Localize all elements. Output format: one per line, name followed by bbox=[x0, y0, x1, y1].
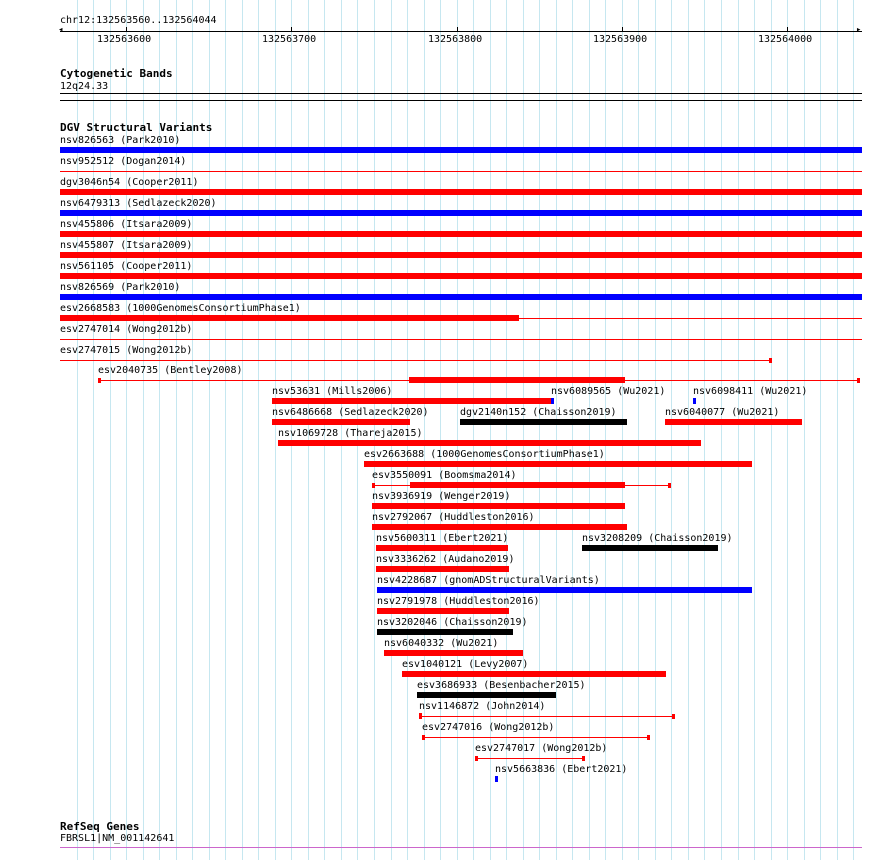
variant-bar[interactable] bbox=[384, 650, 523, 656]
variant-start-cap bbox=[422, 735, 425, 740]
grid-line bbox=[655, 0, 656, 860]
grid-line bbox=[671, 0, 672, 860]
variant-end-cap bbox=[668, 483, 671, 488]
grid-line bbox=[721, 0, 722, 860]
variant-label[interactable]: esv2747016 (Wong2012b) bbox=[422, 722, 555, 733]
variant-bar[interactable] bbox=[419, 713, 422, 719]
grid-line bbox=[622, 0, 623, 860]
variant-label[interactable]: nsv3208209 (Chaisson2019) bbox=[582, 533, 733, 544]
variant-bar[interactable] bbox=[460, 419, 627, 425]
grid-line bbox=[787, 0, 788, 860]
ruler-tick bbox=[126, 27, 127, 32]
variant-label[interactable]: esv1040121 (Levy2007) bbox=[402, 659, 529, 670]
variant-label[interactable]: nsv1146872 (John2014) bbox=[419, 701, 546, 712]
cytoband-track-title: Cytogenetic Bands bbox=[60, 67, 173, 80]
variant-label[interactable]: nsv6486668 (Sedlazeck2020) bbox=[272, 407, 429, 418]
variant-label[interactable]: nsv1069728 (Thareja2015) bbox=[278, 428, 423, 439]
region-label: chr12:132563560..132564044 bbox=[60, 15, 217, 26]
variant-label[interactable]: nsv4228687 (gnomADStructuralVariants) bbox=[377, 575, 600, 586]
variant-bar[interactable] bbox=[272, 419, 410, 425]
variant-start-cap bbox=[98, 378, 101, 383]
variant-label[interactable]: nsv6040077 (Wu2021) bbox=[665, 407, 780, 418]
variant-end-cap bbox=[857, 378, 860, 383]
variant-bar[interactable] bbox=[409, 377, 625, 383]
grid-line bbox=[820, 0, 821, 860]
refseq-track-title: RefSeq Genes bbox=[60, 820, 140, 833]
variant-label[interactable]: esv2747017 (Wong2012b) bbox=[475, 743, 608, 754]
variant-start-cap bbox=[475, 756, 478, 761]
variant-label[interactable]: nsv455807 (Itsara2009) bbox=[60, 240, 193, 251]
variant-label[interactable]: nsv826569 (Park2010) bbox=[60, 282, 181, 293]
variant-label[interactable]: nsv6040332 (Wu2021) bbox=[384, 638, 499, 649]
variant-bar[interactable] bbox=[693, 398, 696, 404]
variant-label[interactable]: nsv5663836 (Ebert2021) bbox=[495, 764, 628, 775]
variant-bar[interactable] bbox=[60, 147, 862, 153]
ruler-tick-label: 132563800 bbox=[428, 34, 483, 45]
variant-label[interactable]: dgv3046n54 (Cooper2011) bbox=[60, 177, 199, 188]
variant-bar[interactable] bbox=[402, 671, 666, 677]
variant-bar[interactable] bbox=[372, 524, 627, 530]
variant-bar[interactable] bbox=[60, 189, 862, 195]
ruler-tick-label: 132563900 bbox=[593, 34, 648, 45]
grid-line bbox=[837, 0, 838, 860]
grid-line bbox=[589, 0, 590, 860]
grid-line bbox=[804, 0, 805, 860]
grid-line bbox=[275, 0, 276, 860]
variant-bar[interactable] bbox=[495, 776, 498, 782]
grid-line bbox=[605, 0, 606, 860]
variant-line[interactable] bbox=[422, 737, 650, 738]
variant-label[interactable]: nsv6098411 (Wu2021) bbox=[693, 386, 808, 397]
cytoband-label[interactable]: 12q24.33 bbox=[60, 81, 109, 92]
variant-bar[interactable] bbox=[417, 692, 556, 698]
variant-label[interactable]: esv2668583 (1000GenomesConsortiumPhase1) bbox=[60, 303, 301, 314]
variant-bar[interactable] bbox=[376, 566, 509, 572]
variant-label[interactable]: nsv952512 (Dogan2014) bbox=[60, 156, 187, 167]
variant-bar[interactable] bbox=[372, 503, 625, 509]
variant-label[interactable]: nsv455806 (Itsara2009) bbox=[60, 219, 193, 230]
variant-label[interactable]: nsv3336262 (Audano2019) bbox=[376, 554, 515, 565]
ruler-tick-label: 132563700 bbox=[262, 34, 317, 45]
variant-line[interactable] bbox=[60, 339, 862, 340]
variant-label[interactable]: esv2747014 (Wong2012b) bbox=[60, 324, 193, 335]
grid-line bbox=[556, 0, 557, 860]
variant-label[interactable]: esv2663688 (1000GenomesConsortiumPhase1) bbox=[364, 449, 605, 460]
grid-line bbox=[258, 0, 259, 860]
variant-bar[interactable] bbox=[60, 231, 862, 237]
ruler-axis bbox=[60, 31, 862, 32]
variant-bar[interactable] bbox=[551, 398, 554, 404]
variant-end-cap bbox=[582, 756, 585, 761]
variant-label[interactable]: nsv2791978 (Huddleston2016) bbox=[377, 596, 540, 607]
variant-label[interactable]: nsv561105 (Cooper2011) bbox=[60, 261, 193, 272]
cytoband-line-bottom bbox=[60, 100, 862, 101]
variant-bar[interactable] bbox=[376, 545, 508, 551]
variant-end-cap bbox=[672, 714, 675, 719]
grid-line bbox=[738, 0, 739, 860]
variant-bar[interactable] bbox=[278, 440, 701, 446]
ruler-tick bbox=[622, 27, 623, 32]
ruler-tick bbox=[457, 27, 458, 32]
grid-line bbox=[853, 0, 854, 860]
dgv-track-title: DGV Structural Variants bbox=[60, 121, 213, 134]
variant-bar[interactable] bbox=[60, 273, 862, 279]
variant-label[interactable]: nsv2792067 (Huddleston2016) bbox=[372, 512, 535, 523]
variant-label[interactable]: dgv2140n152 (Chaisson2019) bbox=[460, 407, 617, 418]
variant-bar[interactable] bbox=[60, 210, 862, 216]
variant-label[interactable]: esv3686933 (Besenbacher2015) bbox=[417, 680, 586, 691]
grid-line bbox=[704, 0, 705, 860]
refseq-gene-feature[interactable] bbox=[60, 847, 862, 848]
variant-line[interactable] bbox=[419, 716, 675, 717]
ruler-left-arrow-icon[interactable]: ◂ bbox=[58, 25, 64, 35]
ruler-tick bbox=[291, 27, 292, 32]
variant-end-cap bbox=[647, 735, 650, 740]
variant-label[interactable]: nsv6089565 (Wu2021) bbox=[551, 386, 666, 397]
grid-line bbox=[242, 0, 243, 860]
variant-bar[interactable] bbox=[377, 629, 513, 635]
variant-bar[interactable] bbox=[364, 461, 752, 467]
variant-label[interactable]: nsv53631 (Mills2006) bbox=[272, 386, 393, 397]
variant-label[interactable]: nsv3202046 (Chaisson2019) bbox=[377, 617, 528, 628]
grid-line bbox=[638, 0, 639, 860]
variant-bar[interactable] bbox=[60, 315, 519, 321]
variant-start-cap bbox=[372, 483, 375, 488]
variant-label[interactable]: nsv6479313 (Sedlazeck2020) bbox=[60, 198, 217, 209]
grid-line bbox=[754, 0, 755, 860]
variant-bar[interactable] bbox=[272, 398, 551, 404]
cytoband-line-top bbox=[60, 93, 862, 94]
variant-line[interactable] bbox=[475, 758, 585, 759]
grid-line bbox=[688, 0, 689, 860]
variant-bar[interactable] bbox=[60, 252, 862, 258]
variant-bar[interactable] bbox=[377, 608, 509, 614]
variant-bar[interactable] bbox=[665, 419, 802, 425]
variant-bar[interactable] bbox=[410, 482, 625, 488]
variant-line[interactable] bbox=[60, 360, 772, 361]
ruler-right-arrow-icon[interactable]: ▸ bbox=[856, 25, 862, 35]
grid-line bbox=[572, 0, 573, 860]
ruler-tick-label: 132563600 bbox=[97, 34, 152, 45]
variant-bar[interactable] bbox=[60, 294, 862, 300]
variant-label[interactable]: esv2747015 (Wong2012b) bbox=[60, 345, 193, 356]
refseq-gene-label[interactable]: FBRSL1|NM_001142641 bbox=[60, 833, 175, 844]
variant-label[interactable]: nsv5600311 (Ebert2021) bbox=[376, 533, 509, 544]
variant-end-cap bbox=[769, 358, 772, 363]
ruler-tick bbox=[787, 27, 788, 32]
variant-line bbox=[519, 318, 862, 319]
grid-line bbox=[771, 0, 772, 860]
variant-label[interactable]: esv2040735 (Bentley2008) bbox=[98, 365, 243, 376]
variant-label[interactable]: nsv3936919 (Wenger2019) bbox=[372, 491, 511, 502]
variant-bar[interactable] bbox=[582, 545, 718, 551]
variant-label[interactable]: nsv826563 (Park2010) bbox=[60, 135, 181, 146]
variant-line[interactable] bbox=[60, 171, 862, 172]
ruler-tick-label: 132564000 bbox=[758, 34, 813, 45]
variant-label[interactable]: esv3550091 (Boomsma2014) bbox=[372, 470, 517, 481]
variant-bar[interactable] bbox=[377, 587, 752, 593]
grid-line bbox=[225, 0, 226, 860]
